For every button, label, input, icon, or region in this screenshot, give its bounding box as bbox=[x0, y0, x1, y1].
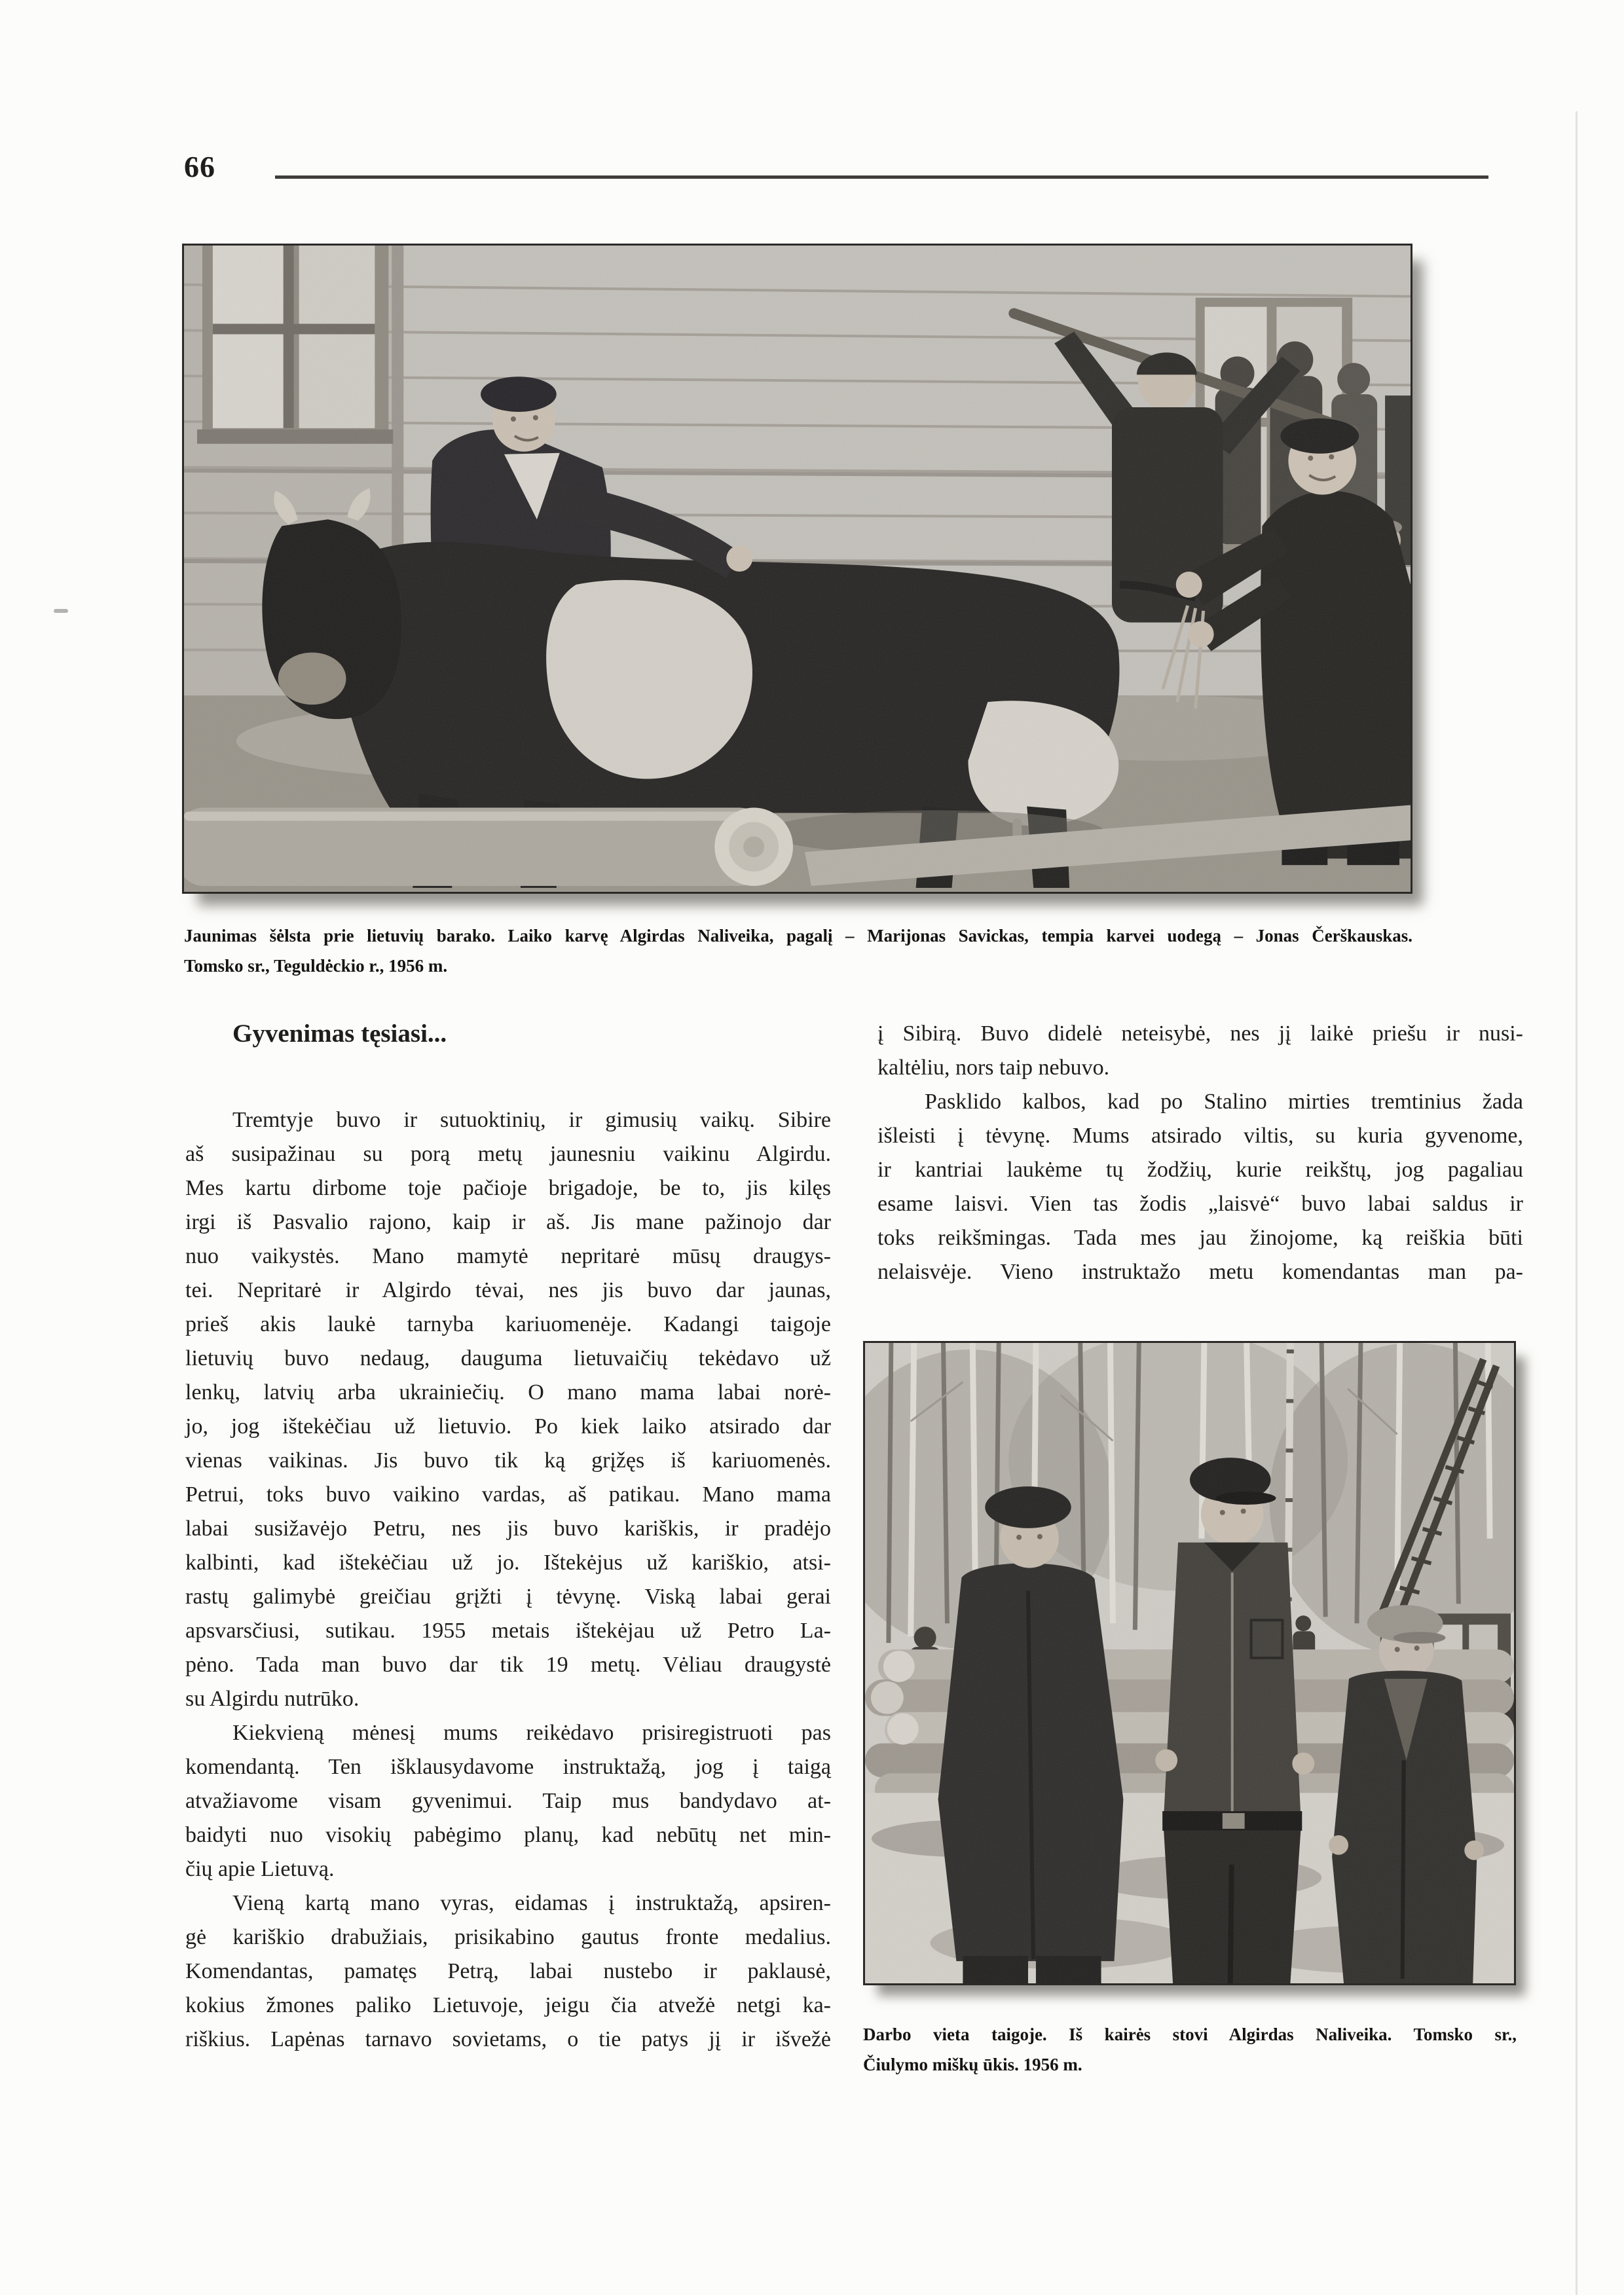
text-line: riškius. Lapėnas tarnavo sovietams, o tie patys jį ir išvežė bbox=[185, 2027, 831, 2051]
text-line: esame laisvi. Vien tas žodis „laisvė“ buvo labai saldus ir bbox=[877, 1192, 1523, 1216]
top-photo-caption bbox=[184, 921, 1412, 981]
text-line: Vieną kartą mano vyras, eidamas į instruktažą, apsiren- bbox=[232, 1891, 831, 1915]
text-line: baidyti nuo visokių pabėgimo planų, kad nebūtų net min- bbox=[185, 1823, 831, 1847]
photo-cow-by-barracks bbox=[182, 244, 1412, 894]
text-line: toks reikšmingas. Tada mes jau žinojome, ką reiškia būti bbox=[877, 1226, 1523, 1250]
text-line: į Sibirą. Buvo didelė neteisybė, nes jį laikė priešu ir nusi- bbox=[877, 1021, 1523, 1046]
scan-edge-artifact bbox=[1576, 111, 1578, 2295]
text-line: gė kariškio drabužiais, prisikabino gautus fronte medalius. bbox=[185, 1925, 831, 1949]
text-line: čių apie Lietuvą. bbox=[185, 1857, 335, 1881]
text-line: prieš akis laukė tarnyba kariuomenėje. Kadangi taigoje bbox=[185, 1312, 831, 1336]
text-line: nuo vaikystės. Mano mamytė nepritarė mūsų draugys- bbox=[185, 1244, 831, 1268]
text-line: komendantą. Ten išklausydavome instruktažą, jog į taigą bbox=[185, 1755, 831, 1779]
text-line: Čiulymo miškų ūkis. 1956 m. bbox=[863, 2055, 1082, 2074]
text-line: kalbinti, kad ištekėčiau už jo. Ištekėjus už kariškio, atsi- bbox=[185, 1551, 831, 1575]
text-line: Pasklido kalbos, kad po Stalino mirties tremtinius žada bbox=[925, 1090, 1523, 1114]
photo-taiga-worksite bbox=[863, 1341, 1516, 1985]
bottom-photo-caption bbox=[863, 2019, 1517, 2080]
text-line: su Algirdu nutrūko. bbox=[185, 1687, 360, 1711]
text-line: kaltėliu, nors taip nebuvo. bbox=[877, 1056, 1110, 1080]
text-line: aš susipažinau su porą metų jaunesniu vaikinu Algirdu. bbox=[185, 1142, 831, 1166]
page-number: 66 bbox=[184, 150, 215, 183]
right-text-column bbox=[877, 1017, 1523, 1289]
text-line: pėno. Tada man buvo dar tik 19 metų. Vėliau draugystė bbox=[185, 1653, 831, 1677]
paragraph bbox=[184, 921, 1412, 981]
text-line: Jaunimas šėlsta prie lietuvių barako. Laiko karvę Algirdas Naliveika, pagalį – Marijonas Savickas, tempia karvei uodegą – Jonas Čerškauskas. bbox=[184, 926, 1412, 946]
text-line: apsvarsčiusi, sutikau. 1955 metais ištekėjau už Petro La- bbox=[185, 1619, 831, 1643]
text-line: rastų galimybė greičiau grįžti į tėvynę. Viską labai gerai bbox=[185, 1585, 831, 1609]
text-line: Darbo vieta taigoje. Iš kairės stovi Algirdas Naliveika. Tomsko sr., bbox=[863, 2025, 1517, 2044]
text-line: nelaisvėje. Vieno instruktažo metu komendantas man pa- bbox=[877, 1260, 1523, 1284]
text-line: irgi iš Pasvalio rajono, kaip ir aš. Jis mane pažinojo dar bbox=[185, 1210, 831, 1234]
paragraph bbox=[185, 1716, 831, 1886]
header-rule bbox=[275, 175, 1488, 179]
text-line: Tomsko sr., Teguldėckio r., 1956 m. bbox=[184, 956, 448, 976]
paragraph bbox=[185, 1886, 831, 2057]
text-line: lietuvių buvo nedaug, dauguma lietuvaičių tekėdavo už bbox=[185, 1346, 831, 1370]
text-line: kokius žmones paliko Lietuvoje, jeigu čia atvežė netgi ka- bbox=[185, 1993, 831, 2017]
text-line: ir kantriai laukėme tų žodžių, kurie reikštų, jog pagaliau bbox=[877, 1158, 1523, 1182]
text-line: lenkų, latvių arba ukrainiečių. O mano mama labai norė- bbox=[185, 1380, 831, 1405]
text-line: labai susižavėjo Petru, nes jis buvo kariškis, ir pradėjo bbox=[185, 1516, 831, 1541]
text-line: jo, jog ištekėčiau už lietuvio. Po kiek laiko atsirado dar bbox=[185, 1414, 831, 1439]
text-line: atvažiavome visam gyvenimui. Taip mus bandydavo at- bbox=[185, 1789, 831, 1813]
photo-taiga-illustration bbox=[865, 1343, 1514, 1983]
text-line: Tremtyje buvo ir sutuoktinių, ir gimusių vaikų. Sibire bbox=[232, 1108, 831, 1132]
text-line: Petrui, toks buvo vaikino vardas, aš patikau. Mano mama bbox=[185, 1482, 831, 1507]
margin-speck-artifact bbox=[54, 609, 68, 613]
paragraph bbox=[185, 1103, 831, 1716]
paragraph bbox=[877, 1017, 1523, 1085]
left-text-column bbox=[185, 1017, 831, 2057]
text-line: Kiekvieną mėnesį mums reikėdavo prisiregistruoti pas bbox=[232, 1721, 831, 1745]
section-heading: Gyvenimas tęsiasi... bbox=[232, 1019, 447, 1048]
left-column-text bbox=[185, 1103, 831, 2057]
paragraph bbox=[863, 2019, 1517, 2080]
text-line: Komendantas, pamatęs Petrą, labai nustebo ir paklausė, bbox=[185, 1959, 831, 1983]
text-line: Mes kartu dirbome toje pačioje brigadoje, be to, jis kilęs bbox=[185, 1176, 831, 1200]
text-line: išleisti į tėvynę. Mums atsirado viltis, su kuria gyvenome, bbox=[877, 1124, 1523, 1148]
text-line: tei. Nepritarė ir Algirdo tėvai, nes jis buvo dar jaunas, bbox=[185, 1278, 831, 1302]
text-line: vienas vaikinas. Jis buvo tik ką grįžęs iš kariuomenės. bbox=[185, 1448, 831, 1473]
paragraph bbox=[877, 1085, 1523, 1289]
photo-cow-illustration bbox=[184, 246, 1411, 892]
